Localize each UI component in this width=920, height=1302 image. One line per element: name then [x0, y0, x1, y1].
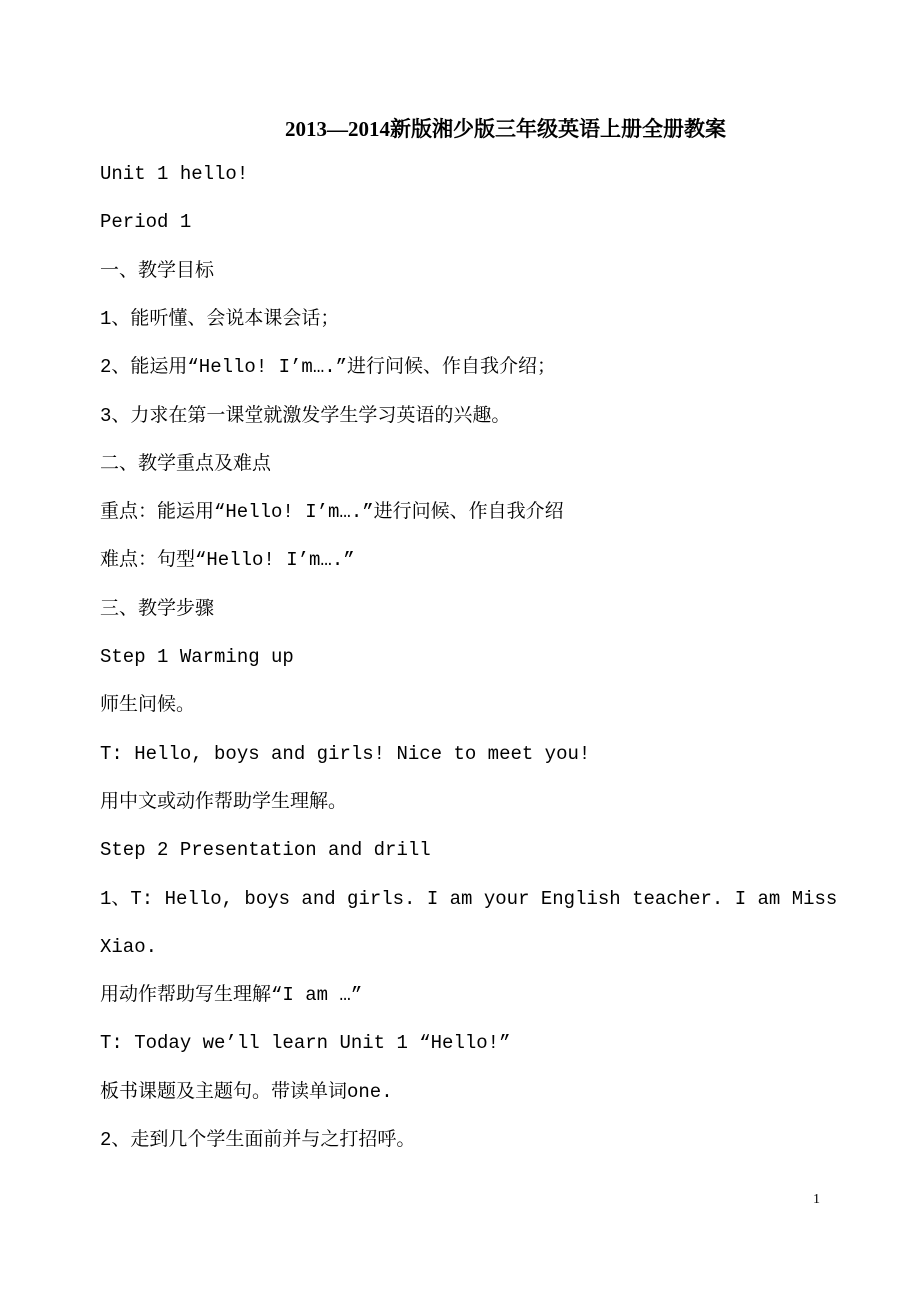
- text-line: Step 1 Warming up: [100, 646, 294, 668]
- text-line: Unit 1 hello!: [100, 163, 249, 185]
- text-line: 用中文或动作帮助学生理解。: [100, 790, 348, 813]
- text-line: 难点：句型“Hello! I’m….”: [100, 549, 355, 572]
- text-line: 师生问候。: [100, 694, 196, 717]
- text-line: Step 2 Presentation and drill: [100, 839, 431, 862]
- text-line: Period 1: [100, 211, 192, 234]
- text-line: T: Today we’ll learn Unit 1 “Hello!”: [100, 1032, 511, 1055]
- text-line: Xiao.: [100, 935, 158, 958]
- page-number: 1: [813, 1192, 820, 1207]
- text-line: 三、教学步骤: [100, 597, 215, 620]
- text-line: 1、能听懂、会说本课会话；: [100, 307, 340, 330]
- document-title: 2013—2014新版湘少版三年级英语上册全册教案: [285, 117, 726, 141]
- text-line: 板书课题及主题句。带读单词one.: [100, 1080, 393, 1103]
- text-line: 一、教学目标: [100, 259, 215, 282]
- text-line: T: Hello, boys and girls! Nice to meet you!: [100, 742, 591, 765]
- text-line: 2、能运用“Hello! I’m….”进行问候、作自我介绍；: [100, 356, 557, 379]
- text-line: 用动作帮助写生理解“I am …”: [100, 984, 363, 1007]
- text-line: 2、走到几个学生面前并与之打招呼。: [100, 1129, 416, 1151]
- text-line: 二、教学重点及难点: [100, 452, 272, 475]
- text-line: 重点：能运用“Hello! I’m….”进行问候、作自我介绍: [100, 501, 564, 524]
- text-line: 3、力求在第一课堂就激发学生学习英语的兴趣。: [100, 404, 511, 427]
- text-line: 1、T: Hello, boys and girls. I am your English teacher. I am Miss: [100, 887, 838, 910]
